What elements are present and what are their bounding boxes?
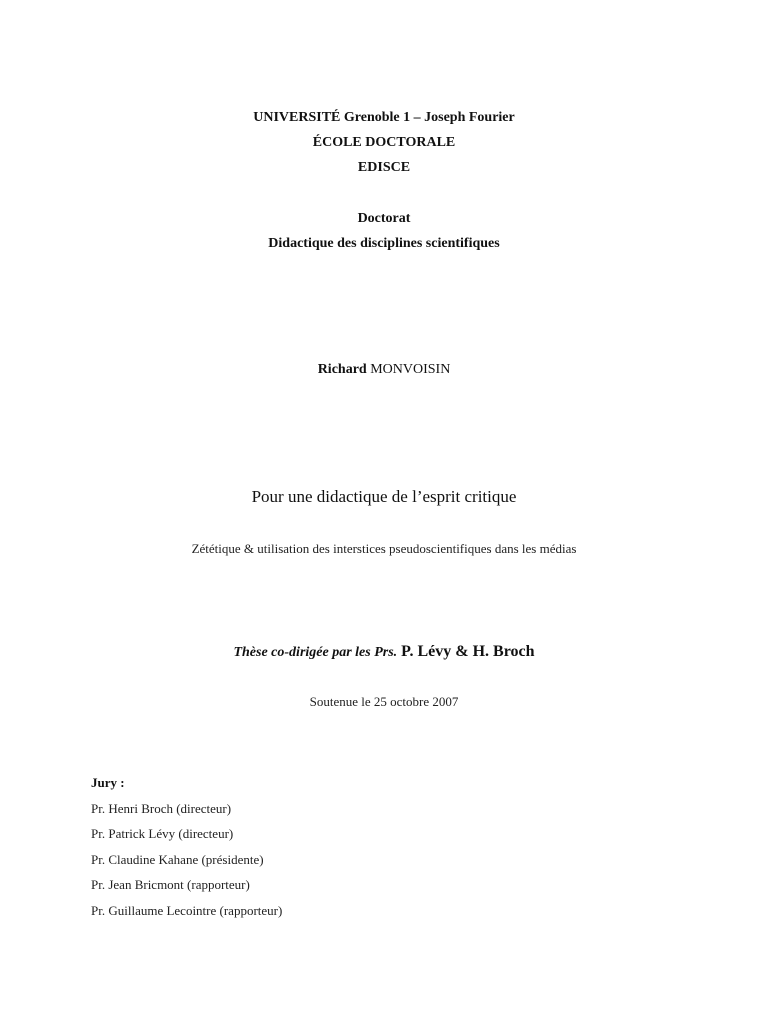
author-first-name: Richard <box>317 362 367 377</box>
doctoral-unit: EDISCE <box>357 160 411 175</box>
jury-section <box>91 770 282 923</box>
direction-names: P. Lévy & H. Broch <box>401 643 535 660</box>
jury-member: Pr. Jean Bricmont (rapporteur) <box>91 877 250 892</box>
university-line <box>0 110 768 126</box>
jury-member: Pr. Patrick Lévy (directeur) <box>91 826 234 841</box>
thesis-subtitle: Zététique & utilisation des interstices pseudoscientifiques dans les médias <box>191 541 577 556</box>
university-name: UNIVERSITÉ <box>253 110 341 125</box>
direction-label: Thèse co-dirigée par les Prs. <box>233 645 398 660</box>
jury-member: Pr. Henri Broch (directeur) <box>91 800 232 816</box>
discipline: Didactique des disciplines scientifiques <box>268 236 500 251</box>
thesis-title: Pour une didactique de l’esprit critique <box>251 487 517 506</box>
jury-title: Jury : <box>91 775 125 790</box>
university-rest: Grenoble 1 – Joseph Fourier <box>343 110 515 125</box>
jury-member: Pr. Claudine Kahane (présidente) <box>91 851 264 867</box>
defense-date: Soutenue le 25 octobre 2007 <box>309 694 459 709</box>
jury-member: Pr. Guillaume Lecointre (rapporteur) <box>91 902 283 918</box>
thesis-direction <box>0 642 768 663</box>
author-last-name: MONVOISIN <box>370 362 451 377</box>
doctoral-school: ÉCOLE DOCTORALE <box>312 135 456 150</box>
author-name <box>0 362 768 378</box>
degree: Doctorat <box>357 211 411 226</box>
